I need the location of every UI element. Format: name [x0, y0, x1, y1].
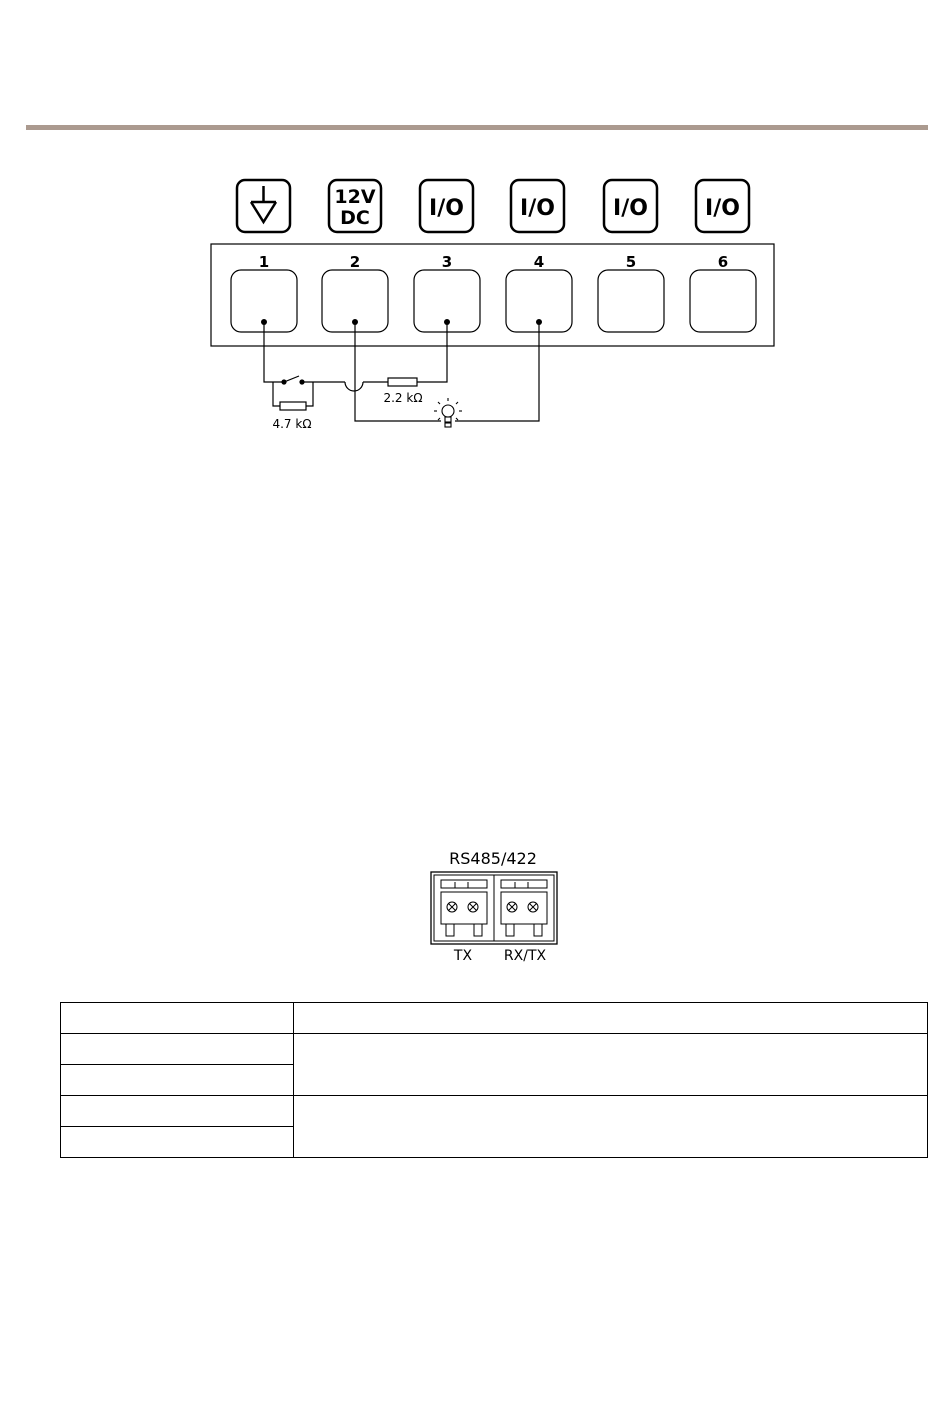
power-label-line1: 12V [334, 186, 376, 208]
io-label: I/O [429, 196, 464, 221]
terminal-number: 5 [625, 253, 637, 271]
terminal-number: 3 [441, 253, 453, 271]
pin-label-tx: TX [453, 948, 473, 964]
terminal-number: 4 [533, 253, 545, 271]
table-header-cell [61, 1003, 294, 1034]
resistor-4-7k-label: 4.7 kΩ [272, 417, 312, 431]
terminal-number: 6 [717, 253, 729, 271]
table-header-cell [294, 1003, 927, 1034]
rs485-title: RS485/422 [449, 849, 537, 868]
table-cell [294, 1096, 927, 1157]
io-label: I/O [613, 196, 648, 221]
resistor-2-2k-label: 2.2 kΩ [383, 391, 423, 405]
table-cell [61, 1034, 294, 1065]
io-label: I/O [520, 196, 555, 221]
terminal-block-rxtx [501, 880, 547, 936]
table-cell [61, 1096, 294, 1127]
io-label: I/O [705, 196, 740, 221]
pin-function-table [60, 1002, 928, 1158]
terminal-block-tx [441, 880, 487, 936]
table-cell [61, 1127, 294, 1157]
terminal-number: 2 [349, 253, 361, 271]
terminal-number: 1 [258, 253, 270, 271]
table-cell [294, 1034, 927, 1096]
pin-label-rxtx: RX/TX [503, 948, 547, 964]
table-cell [61, 1065, 294, 1096]
power-label-line2: DC [340, 207, 370, 229]
